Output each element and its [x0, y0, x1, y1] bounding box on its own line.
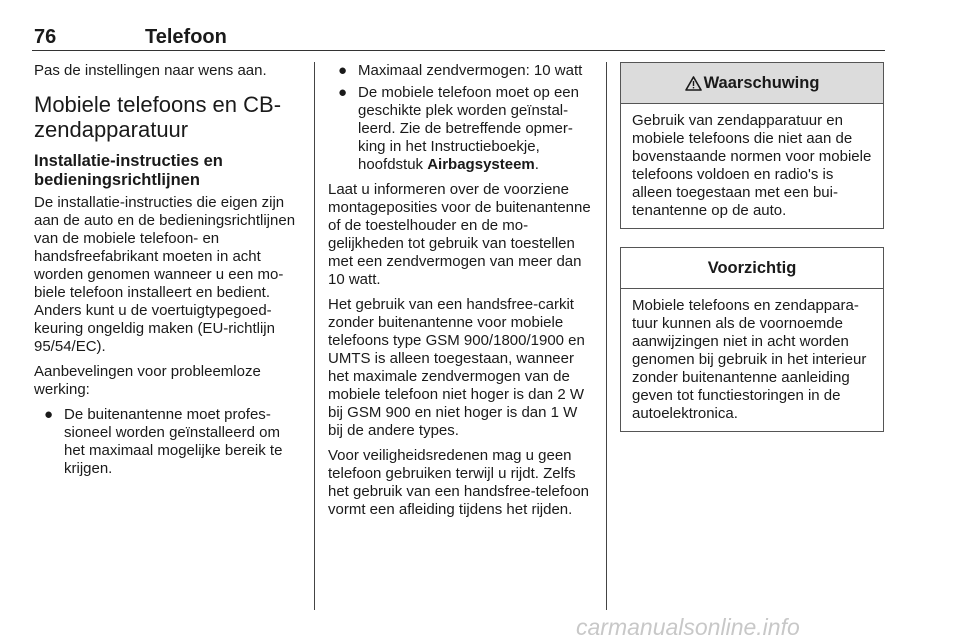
page-number: 76: [34, 26, 57, 48]
watermark: carmanualsonline.info: [576, 614, 800, 640]
paragraph: Aanbevelingen voor probleemloze werking:: [34, 363, 261, 398]
column-right: [620, 62, 884, 450]
bullet-icon: ●: [338, 62, 348, 79]
paragraph: Voor veiligheidsredenen mag u geen telefoon gebruiken terwijl u rijdt. Zelfs het gebruik van een handsfree-telefoon vormt een afleiding tijdens het rijden.: [328, 447, 590, 518]
bullet-icon: ●: [44, 406, 54, 423]
warning-box: [620, 62, 884, 229]
bullet-list: [34, 406, 304, 478]
intro-text: Pas de instellingen naar wens aan.: [34, 62, 267, 79]
column-middle: [328, 62, 594, 526]
caution-title: Voorzichtig: [707, 259, 797, 277]
paragraph: Het gebruik van een handsfree-carkit zonder buitenantenne voor mobiele telefoons type GSM 900/1800/1900 en UMTS is alleen toegestaan, wanneer het maximale zendvermogen van de mobiele telefoon niet hoger is dan 2 W bij GSM 900 en niet hoger is dan 1 W bij de andere types.: [328, 296, 585, 439]
warning-triangle-icon: [685, 76, 702, 91]
page-header: [32, 26, 885, 51]
warning-header: [621, 63, 883, 104]
section-title: Mobiele telefoons en CB-zendapparatuur: [34, 92, 282, 142]
warning-text: Gebruik van zendapparatuur en mobiele telefoons die niet aan de bovenstaande normen voor mobiele telefoons voldoen en radio's is alleen toegestaan met een buitenantenne op de auto.: [632, 112, 872, 219]
subsection-title: Installatie-instructies en bedieningsrichtlijnen: [34, 152, 223, 189]
paragraph: Laat u informeren over de voorziene montageposities voor de buitenantenne of de toestelhouder en de mogelijkheden tot gebruik van toestellen met een zendvermogen van meer dan 10 watt.: [328, 181, 591, 288]
list-item-text: Maximaal zendvermogen: 10 watt: [358, 62, 583, 79]
chapter-title: Telefoon: [145, 26, 227, 48]
airbag-reference: Airbagsysteem: [427, 156, 535, 173]
column-divider: [606, 62, 607, 610]
bullet-list: [328, 62, 594, 174]
list-item-text: De buitenantenne moet professioneel worden geïnstalleerd om het maximaal mogelijke bereik te krijgen.: [64, 406, 283, 477]
list-item-text: De mobiele telefoon moet op een geschikte plek worden geïnstalleerd. Zie de betreffende opmerking in het Instructieboekje, hoofdstuk: [358, 84, 579, 173]
bullet-icon: ●: [338, 84, 348, 101]
paragraph: De installatie-instructies die eigen zijn aan de auto en de bedieningsrichtlijnen van de mobiele telefoon- en handsfreefabrikant moeten in acht worden genomen wanneer u een mobiele telefoon installeert en bedient. Anders kunt u de voertuigtypegoedkeuring ongeldig maken (EU-richtlijn 95/54/EC).: [34, 194, 296, 355]
caution-header: [621, 248, 883, 289]
list-item-end: .: [534, 156, 539, 173]
list-item: [328, 62, 594, 80]
warning-title: Waarschuwing: [703, 74, 820, 92]
caution-text: Mobiele telefoons en zendapparatuur kunnen als de voornoemde aanwijzingen niet in acht worden genomen bij gebruik in het interieur zonder buitenantenne aanleiding geven tot functiestoringen in de autoelektronica.: [632, 297, 867, 422]
list-item: [328, 84, 594, 174]
column-divider: [314, 62, 315, 610]
list-item: [34, 406, 304, 478]
caution-box: [620, 247, 884, 432]
column-left: [34, 62, 304, 485]
